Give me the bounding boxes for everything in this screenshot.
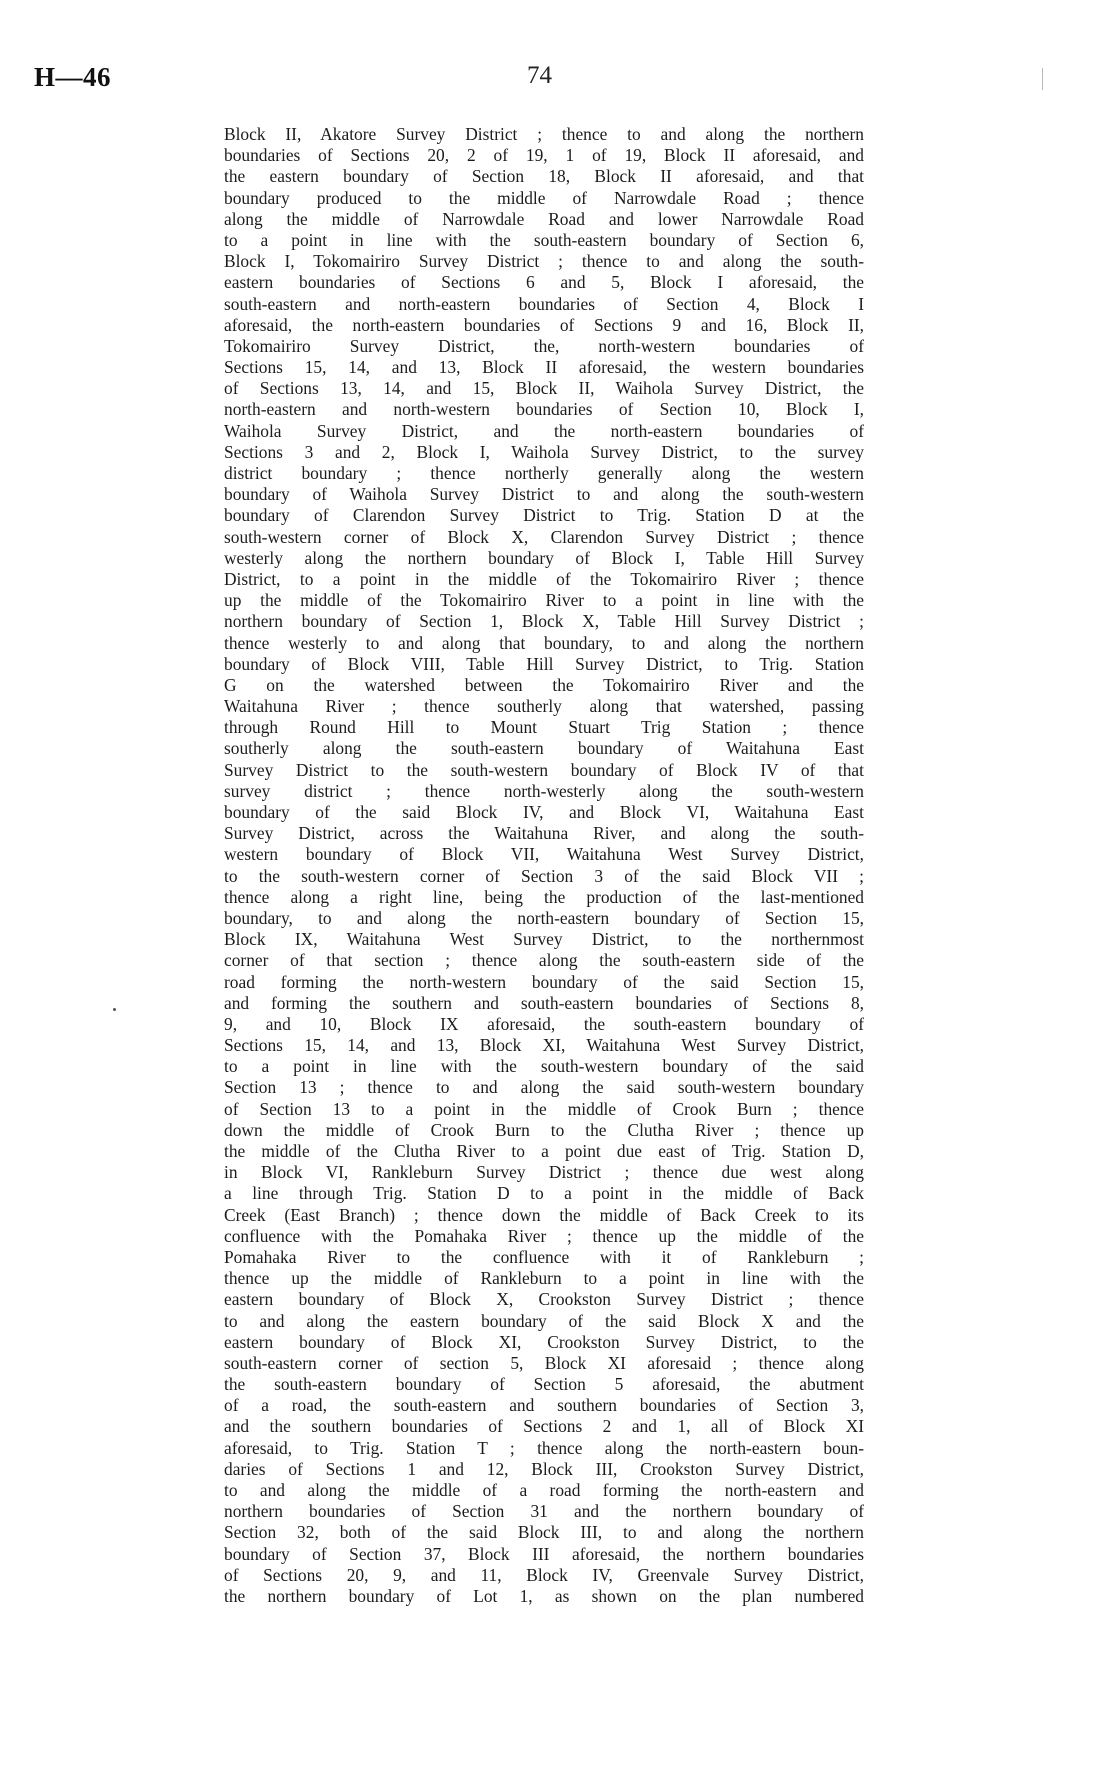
text-line: the south-eastern boundary of Section 5 aforesaid, the abutment [224,1374,864,1395]
margin-dot [113,1008,116,1011]
text-line: and the southern boundaries of Sections 2 and 1, all of Block XI [224,1416,864,1437]
page-header [0,0,1114,110]
text-line: Creek (East Branch) ; thence down the middle of Back Creek to its [224,1204,864,1225]
text-line: northern boundaries of Section 31 and the northern boundary of [224,1501,864,1522]
text-line: boundary of Clarendon Survey District to Trig. Station D at the [224,505,864,526]
text-line: thence up the middle of Rankleburn to a point in line with the [224,1268,864,1289]
text-line: of a road, the south-eastern and southern boundaries of Section 3, [224,1395,864,1416]
text-line: northern boundary of Section 1, Block X, Table Hill Survey District ; [224,611,864,632]
text-line: to and along the eastern boundary of the said Block X and the [224,1310,864,1331]
text-line: confluence with the Pomahaka River ; thence up the middle of the [224,1225,864,1246]
text-line: along the middle of Narrowdale Road and lower Narrowdale Road [224,208,864,229]
text-line: of Sections 20, 9, and 11, Block IV, Greenvale Survey District, [224,1564,864,1585]
text-line: Survey District to the south-western boundary of Block IV of that [224,759,864,780]
text-line: Sections 15, 14, and 13, Block II aforesaid, the western boundaries [224,357,864,378]
text-line: eastern boundaries of Sections 6 and 5, Block I aforesaid, the [224,272,864,293]
text-line: Block II, Akatore Survey District ; thence to and along the northern [224,124,864,144]
text-line: G on the watershed between the Tokomairiro River and the [224,674,864,695]
text-line: to and along the middle of a road forming the north-eastern and [224,1480,864,1500]
text-line: corner of that section ; thence along the south-eastern side of the [224,950,864,971]
text-line: and forming the southern and south-eastern boundaries of Sections 8, [224,992,864,1013]
text-line: Block IX, Waitahuna West Survey District, to the northernmost [224,929,864,950]
text-line: survey district ; thence north-westerly along the south-western [224,780,864,801]
text-line: Survey District, across the Waitahuna River, and along the south- [224,823,864,844]
text-line: road forming the north-western boundary of the said Section 15, [224,971,864,992]
text-line: eastern boundary of Block X, Crookston Survey District ; thence [224,1289,864,1310]
text-line: up the middle of the Tokomairiro River to a point in line with the [224,590,864,611]
page-number: 74 [527,62,552,89]
text-line: south-eastern corner of section 5, Block XI aforesaid ; thence along [224,1352,864,1373]
margin-mark [1042,68,1043,90]
text-line: Section 32, both of the said Block III, to and along the northern [224,1522,864,1543]
body-text [224,124,864,1607]
text-line: Pomahaka River to the confluence with it of Rankleburn ; [224,1246,864,1267]
text-line: eastern boundary of Block XI, Crookston Survey District, to the [224,1331,864,1352]
document-id: H—46 [34,62,112,92]
text-line: boundary of Waihola Survey District to and along the south-western [224,484,864,505]
text-line: the eastern boundary of Section 18, Block II aforesaid, and that [224,166,864,187]
text-line: Section 13 ; thence to and along the said south-western boundary [224,1077,864,1098]
text-line: north-eastern and north-western boundaries of Section 10, Block I, [224,399,864,420]
text-line: westerly along the northern boundary of Block I, Table Hill Survey [224,547,864,568]
text-line: Block I, Tokomairiro Survey District ; thence to and along the south- [224,251,864,272]
text-line: to a point in line with the south-eastern boundary of Section 6, [224,229,864,250]
text-line: to a point in line with the south-western boundary of the said [224,1056,864,1077]
text-line: boundary of Section 37, Block III aforesaid, the northern boundaries [224,1543,864,1564]
text-line: aforesaid, the north-eastern boundaries of Sections 9 and 16, Block II, [224,314,864,335]
text-line: boundary produced to the middle of Narrowdale Road ; thence [224,187,864,208]
text-line: district boundary ; thence northerly generally along the western [224,463,864,483]
text-line: to the south-western corner of Section 3 of the said Block VII ; [224,865,864,886]
text-line: thence along a right line, being the production of the last-mentioned [224,886,864,907]
text-line: boundary of the said Block IV, and Block VI, Waitahuna East [224,802,864,822]
text-line: the northern boundary of Lot 1, as shown on the plan numbered [224,1585,864,1606]
text-line: through Round Hill to Mount Stuart Trig Station ; thence [224,717,864,738]
text-line: boundary of Block VIII, Table Hill Survey District, to Trig. Station [224,653,864,674]
text-line: of Section 13 to a point in the middle of Crook Burn ; thence [224,1098,864,1119]
text-line: south-eastern and north-eastern boundaries of Section 4, Block I [224,293,864,314]
text-line: aforesaid, to Trig. Station T ; thence along the north-eastern boun- [224,1437,864,1458]
text-line: Waitahuna River ; thence southerly along that watershed, passing [224,696,864,717]
text-line: Tokomairiro Survey District, the, north-western boundaries of [224,335,864,356]
text-line: south-western corner of Block X, Clarendon Survey District ; thence [224,526,864,547]
text-line: District, to a point in the middle of the Tokomairiro River ; thence [224,568,864,589]
text-line: 9, and 10, Block IX aforesaid, the south-eastern boundary of [224,1013,864,1034]
text-line: Sections 3 and 2, Block I, Waihola Survey District, to the survey [224,441,864,462]
text-line: a line through Trig. Station D to a point in the middle of Back [224,1183,864,1204]
text-line: Waihola Survey District, and the north-eastern boundaries of [224,420,864,441]
text-line: down the middle of Crook Burn to the Clutha River ; thence up [224,1119,864,1140]
text-line: the middle of the Clutha River to a point due east of Trig. Station D, [224,1141,864,1161]
text-line: southerly along the south-eastern boundary of Waitahuna East [224,738,864,759]
text-line: Sections 15, 14, and 13, Block XI, Waitahuna West Survey District, [224,1035,864,1056]
text-line: of Sections 13, 14, and 15, Block II, Waihola Survey District, the [224,378,864,399]
text-line: daries of Sections 1 and 12, Block III, Crookston Survey District, [224,1458,864,1479]
text-line: western boundary of Block VII, Waitahuna West Survey District, [224,844,864,865]
text-line: boundary, to and along the north-eastern boundary of Section 15, [224,907,864,928]
text-line: boundaries of Sections 20, 2 of 19, 1 of 19, Block II aforesaid, and [224,145,864,166]
text-line: thence westerly to and along that boundary, to and along the northern [224,632,864,653]
text-line: in Block VI, Rankleburn Survey District ; thence due west along [224,1162,864,1183]
